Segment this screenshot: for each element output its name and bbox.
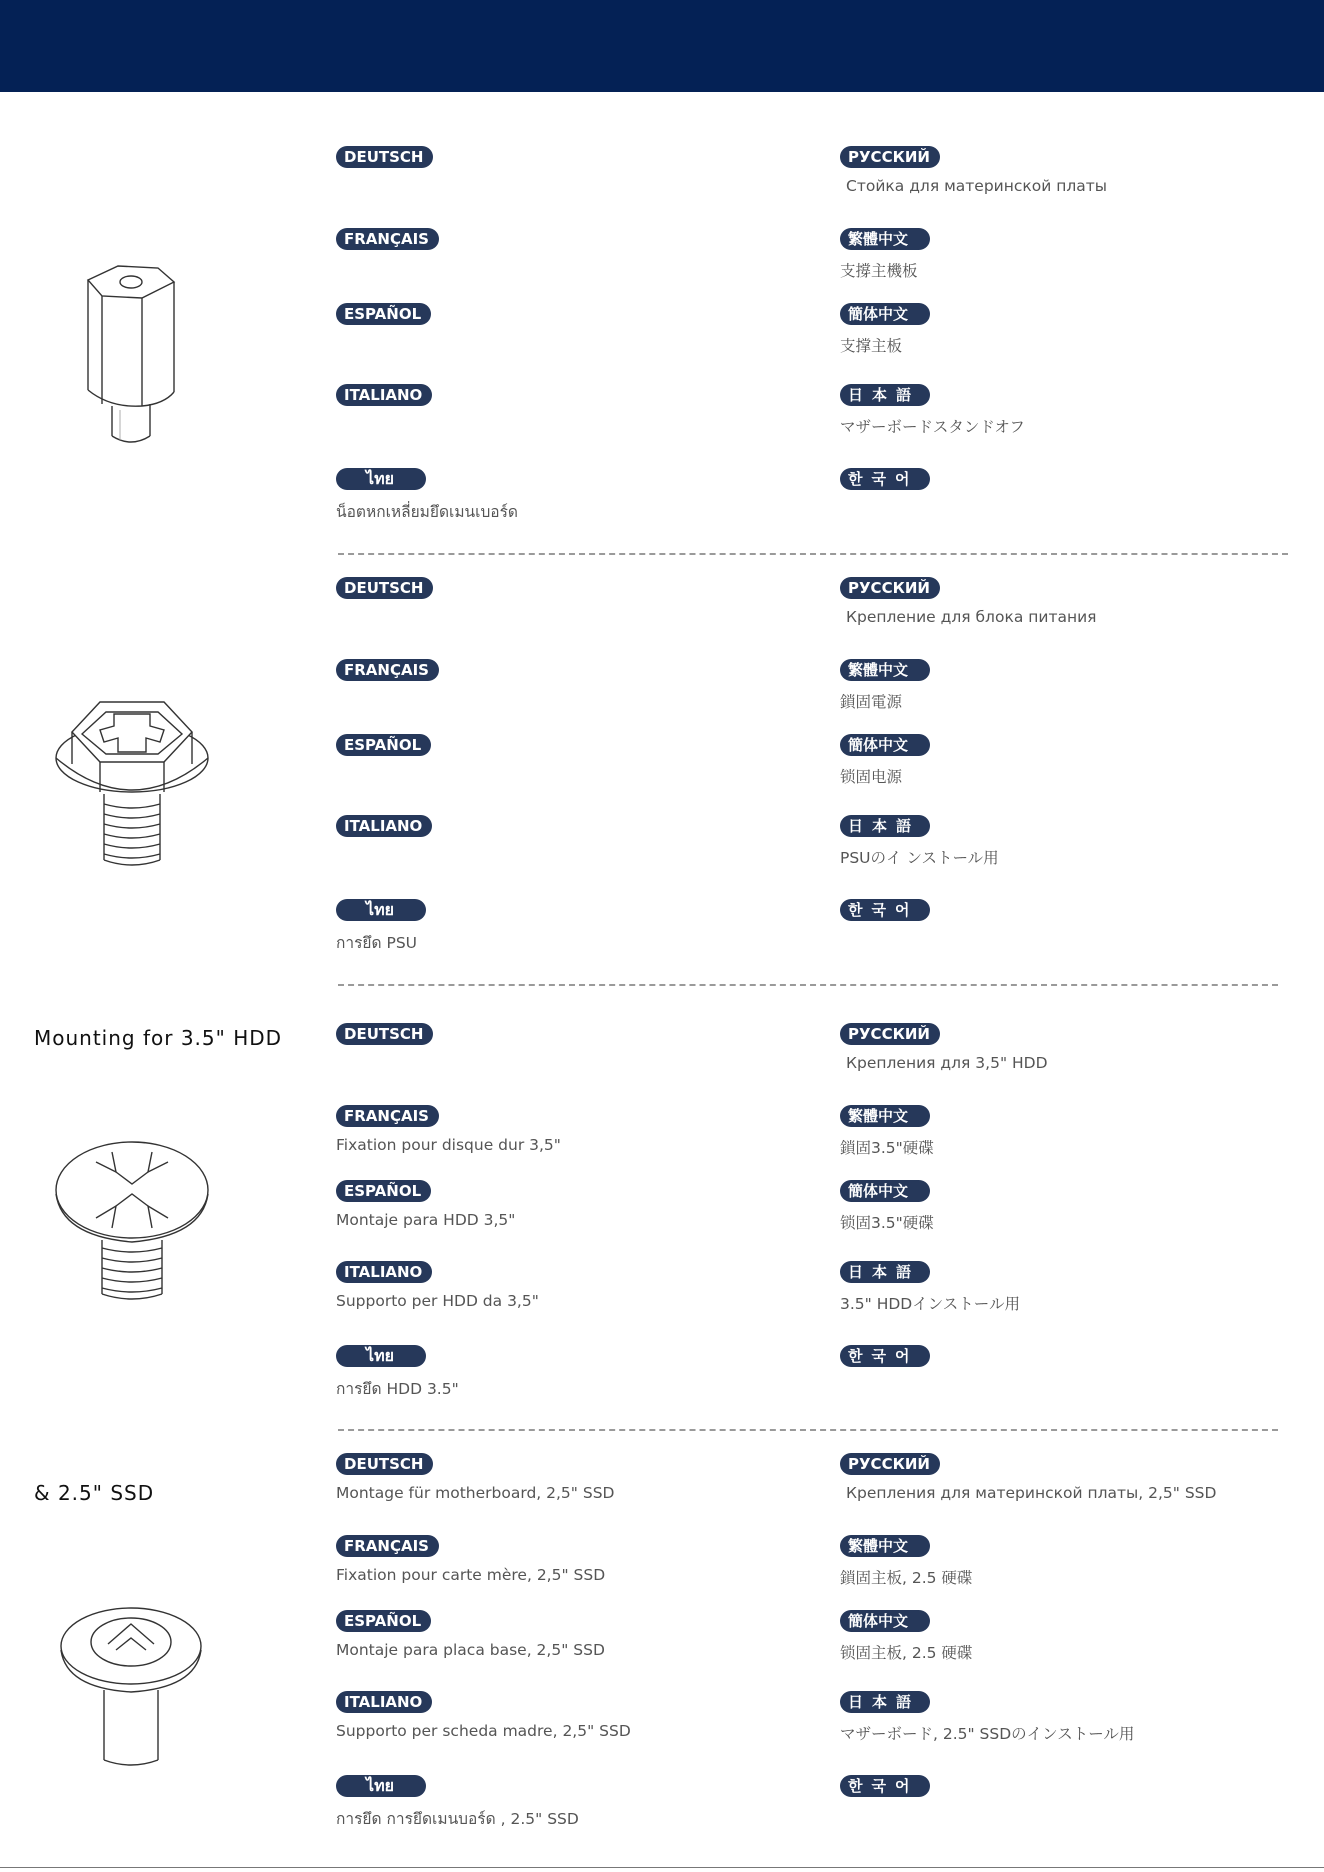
lang-badge-th: ไทย xyxy=(336,1775,426,1797)
entry-de xyxy=(336,1453,614,1502)
lang-badge-zh-tw: 繁體中文 xyxy=(840,1535,930,1557)
entry-ko xyxy=(840,1345,930,1367)
entry-es xyxy=(336,1180,515,1229)
section-divider xyxy=(338,1429,1278,1431)
entry-zh-tw xyxy=(840,659,930,712)
entry-fr xyxy=(336,228,439,250)
entry-ru xyxy=(840,1453,1216,1502)
entry-it xyxy=(336,815,432,837)
section-title: & 2.5" SSD xyxy=(34,1481,155,1505)
lang-badge-ja: 日本語 xyxy=(840,1261,930,1283)
header-bar xyxy=(0,0,1324,92)
entry-ja xyxy=(840,1261,1020,1314)
entry-fr xyxy=(336,1105,561,1154)
entry-ja xyxy=(840,384,1025,437)
entry-text-fr: Fixation pour disque dur 3,5" xyxy=(336,1136,561,1154)
entry-th xyxy=(336,468,518,524)
entry-ru xyxy=(840,146,1107,195)
entry-zh-cn xyxy=(840,734,930,787)
entry-it xyxy=(336,1261,539,1310)
entry-ja xyxy=(840,1691,1134,1744)
hdd-screw-icon xyxy=(52,1132,212,1304)
lang-badge-zh-cn: 簡体中文 xyxy=(840,1610,930,1632)
lang-badge-ru: РУССКИЙ xyxy=(840,146,940,168)
motherboard-standoff-icon xyxy=(80,258,180,458)
lang-badge-ja: 日本語 xyxy=(840,384,930,406)
entry-text-it: Supporto per scheda madre, 2,5" SSD xyxy=(336,1722,631,1740)
lang-badge-es: ESPAÑOL xyxy=(336,1180,431,1202)
entry-text-it: Supporto per HDD da 3,5" xyxy=(336,1292,539,1310)
entry-text-ja: PSUのイ ンストール用 xyxy=(840,849,999,867)
lang-badge-fr: FRANÇAIS xyxy=(336,228,439,250)
entry-text-th: การยึด การยึดเมนบอร์ด , 2.5" SSD xyxy=(336,1810,579,1828)
entry-zh-tw xyxy=(840,228,930,281)
lang-badge-it: ITALIANO xyxy=(336,1691,432,1713)
entry-text-th: น็อตหกเหลี่ยมยึดเมนเบอร์ด xyxy=(336,503,518,521)
lang-badge-es: ESPAÑOL xyxy=(336,303,431,325)
entry-text-ru: Крепления для 3,5" HDD xyxy=(846,1054,1048,1072)
entry-text-ja: マザーボード, 2.5" SSDのインストール用 xyxy=(840,1725,1135,1743)
lang-badge-ko: 한국어 xyxy=(840,899,930,921)
lang-badge-th: ไทย xyxy=(336,1345,426,1367)
entry-zh-cn xyxy=(840,303,930,356)
entry-ru xyxy=(840,577,1097,626)
entry-text-ja: 3.5" HDDインストール用 xyxy=(840,1295,1020,1313)
entry-th xyxy=(336,1775,579,1831)
entry-text-zh-tw: 鎖固主板, 2.5 硬碟 xyxy=(840,1569,973,1587)
lang-badge-it: ITALIANO xyxy=(336,815,432,837)
entry-text-zh-cn: 锁固主板, 2.5 硬碟 xyxy=(840,1644,973,1662)
lang-badge-de: DEUTSCH xyxy=(336,1453,433,1475)
entry-es xyxy=(336,303,431,325)
lang-badge-it: ITALIANO xyxy=(336,384,432,406)
entry-de xyxy=(336,1023,433,1045)
lang-badge-ru: РУССКИЙ xyxy=(840,1023,940,1045)
entry-text-es: Montaje para HDD 3,5" xyxy=(336,1211,516,1229)
lang-badge-ko: 한국어 xyxy=(840,1775,930,1797)
entry-de xyxy=(336,577,433,599)
lang-badge-zh-tw: 繁體中文 xyxy=(840,1105,930,1127)
entry-fr xyxy=(336,1535,605,1584)
lang-badge-es: ESPAÑOL xyxy=(336,1610,431,1632)
section-divider xyxy=(338,553,1288,555)
entry-zh-cn xyxy=(840,1180,934,1233)
section-title: Mounting for 3.5" HDD xyxy=(34,1026,283,1050)
entry-zh-tw xyxy=(840,1105,934,1158)
lang-badge-zh-cn: 簡体中文 xyxy=(840,734,930,756)
entry-text-ru: Крепления для материнской платы, 2,5" SSD xyxy=(846,1484,1217,1502)
entry-text-th: การยึด HDD 3.5" xyxy=(336,1380,459,1398)
entry-text-zh-cn: 锁固3.5"硬碟 xyxy=(840,1214,934,1232)
entry-text-ru: Стойка для материнской платы xyxy=(846,177,1108,195)
entry-text-ru: Крепление для блока питания xyxy=(846,608,1097,626)
lang-badge-ja: 日本語 xyxy=(840,1691,930,1713)
entry-ja xyxy=(840,815,999,868)
entry-ko xyxy=(840,899,930,921)
entry-es xyxy=(336,1610,605,1659)
section-divider xyxy=(338,984,1278,986)
entry-text-zh-cn: 锁固电源 xyxy=(840,768,903,786)
lang-badge-zh-cn: 簡体中文 xyxy=(840,303,930,325)
entry-text-fr: Fixation pour carte mère, 2,5" SSD xyxy=(336,1566,606,1584)
entry-th xyxy=(336,1345,459,1401)
lang-badge-fr: FRANÇAIS xyxy=(336,1535,439,1557)
entry-text-zh-cn: 支撑主板 xyxy=(840,337,903,355)
entry-text-zh-tw: 支撐主機板 xyxy=(840,262,918,280)
entry-it xyxy=(336,1691,631,1740)
lang-badge-th: ไทย xyxy=(336,899,426,921)
lang-badge-ru: РУССКИЙ xyxy=(840,577,940,599)
entry-zh-cn xyxy=(840,1610,972,1663)
entry-ru xyxy=(840,1023,1048,1072)
lang-badge-fr: FRANÇAIS xyxy=(336,1105,439,1127)
lang-badge-it: ITALIANO xyxy=(336,1261,432,1283)
lang-badge-ru: РУССКИЙ xyxy=(840,1453,940,1475)
lang-badge-zh-cn: 簡体中文 xyxy=(840,1180,930,1202)
lang-badge-de: DEUTSCH xyxy=(336,146,433,168)
lang-badge-fr: FRANÇAIS xyxy=(336,659,439,681)
lang-badge-de: DEUTSCH xyxy=(336,1023,433,1045)
entry-zh-tw xyxy=(840,1535,972,1588)
entry-th xyxy=(336,899,426,955)
lang-badge-th: ไทย xyxy=(336,468,426,490)
bottom-rule xyxy=(0,1867,1324,1868)
entry-it xyxy=(336,384,432,406)
entry-es xyxy=(336,734,431,756)
lang-badge-ko: 한국어 xyxy=(840,468,930,490)
entry-text-zh-tw: 鎖固3.5"硬碟 xyxy=(840,1139,934,1157)
entry-text-de: Montage für motherboard, 2,5" SSD xyxy=(336,1484,615,1502)
lang-badge-de: DEUTSCH xyxy=(336,577,433,599)
ssd-screw-icon xyxy=(58,1598,204,1770)
entry-text-zh-tw: 鎖固電源 xyxy=(840,693,903,711)
lang-badge-ko: 한국어 xyxy=(840,1345,930,1367)
lang-badge-zh-tw: 繁體中文 xyxy=(840,659,930,681)
entry-ko xyxy=(840,1775,930,1797)
entry-ko xyxy=(840,468,930,490)
lang-badge-es: ESPAÑOL xyxy=(336,734,431,756)
entry-de xyxy=(336,146,433,168)
psu-screw-icon xyxy=(52,672,212,872)
lang-badge-zh-tw: 繁體中文 xyxy=(840,228,930,250)
entry-text-es: Montaje para placa base, 2,5" SSD xyxy=(336,1641,605,1659)
entry-text-th: การยึด PSU xyxy=(336,934,418,952)
entry-text-ja: マザーボードスタンドオフ xyxy=(840,418,1025,436)
entry-fr xyxy=(336,659,439,681)
lang-badge-ja: 日本語 xyxy=(840,815,930,837)
